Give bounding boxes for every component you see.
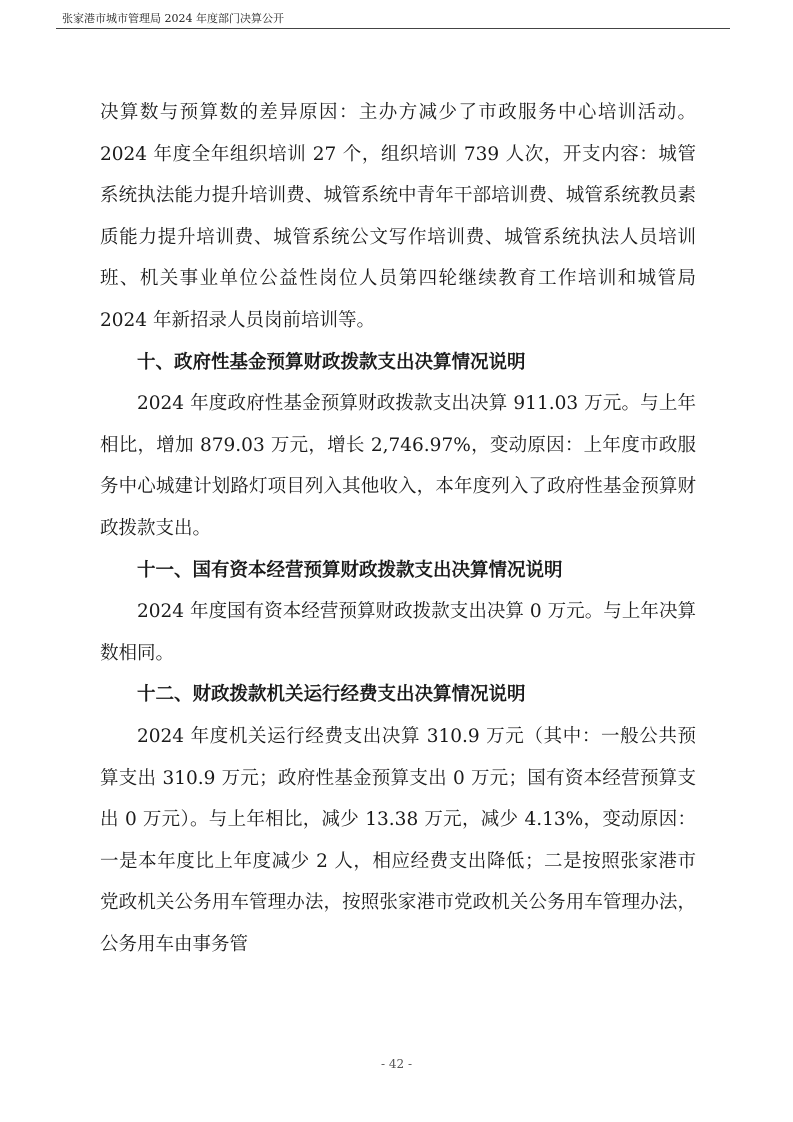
continued-paragraph: 决算数与预算数的差异原因：主办方减少了市政服务中心培训活动。2024 年度全年组织培训 27 个，组织培训 739 人次，开支内容：城管系统执法能力提升培训费、城管系统中青年干部培训费、城管系统教员素质能力提升培训费、城管系统公文写作培训费、城管系统执法人员培训班、机关事业单位公益性岗位人员第四轮继续教育工作培训和城管局 2024 年新招录人员岗前培训等。: [100, 102, 696, 331]
section-heading-10: 十、政府性基金预算财政拨款支出决算情况说明: [137, 351, 526, 373]
document-body: [100, 92, 696, 965]
header-divider: [56, 28, 730, 29]
page-header: 张家港市城市管理局 2024 年度部门决算公开: [62, 12, 284, 25]
section-paragraph-10: 2024 年度政府性基金预算财政拨款支出决算 911.03 万元。与上年相比，增加 879.03 万元，增长 2,746.97%，变动原因：上年度市政服务中心城建计划路灯项目列入其他收入，本年度列入了政府性基金预算财政拨款支出。: [100, 393, 696, 539]
section-paragraph-11: 2024 年度国有资本经营预算财政拨款支出决算 0 万元。与上年决算数相同。: [100, 601, 696, 664]
page-number: - 42 -: [380, 1057, 412, 1071]
section-heading-11: 十一、国有资本经营预算财政拨款支出决算情况说明: [137, 559, 563, 581]
section-heading-12: 十二、财政拨款机关运行经费支出决算情况说明: [137, 684, 526, 706]
section-paragraph-12: 2024 年度机关运行经费支出决算 310.9 万元（其中：一般公共预算支出 310.9 万元；政府性基金预算支出 0 万元；国有资本经营预算支出 0 万元）。与上年相比，减少 13.38 万元，减少 4.13%，变动原因：一是本年度比上年度减少 2 人，相应经费支出降低；二是按照张家港市党政机关公务用车管理办法，按照张家港市党政机关公务用车管理办法，公务用车由事务管: [100, 725, 696, 955]
